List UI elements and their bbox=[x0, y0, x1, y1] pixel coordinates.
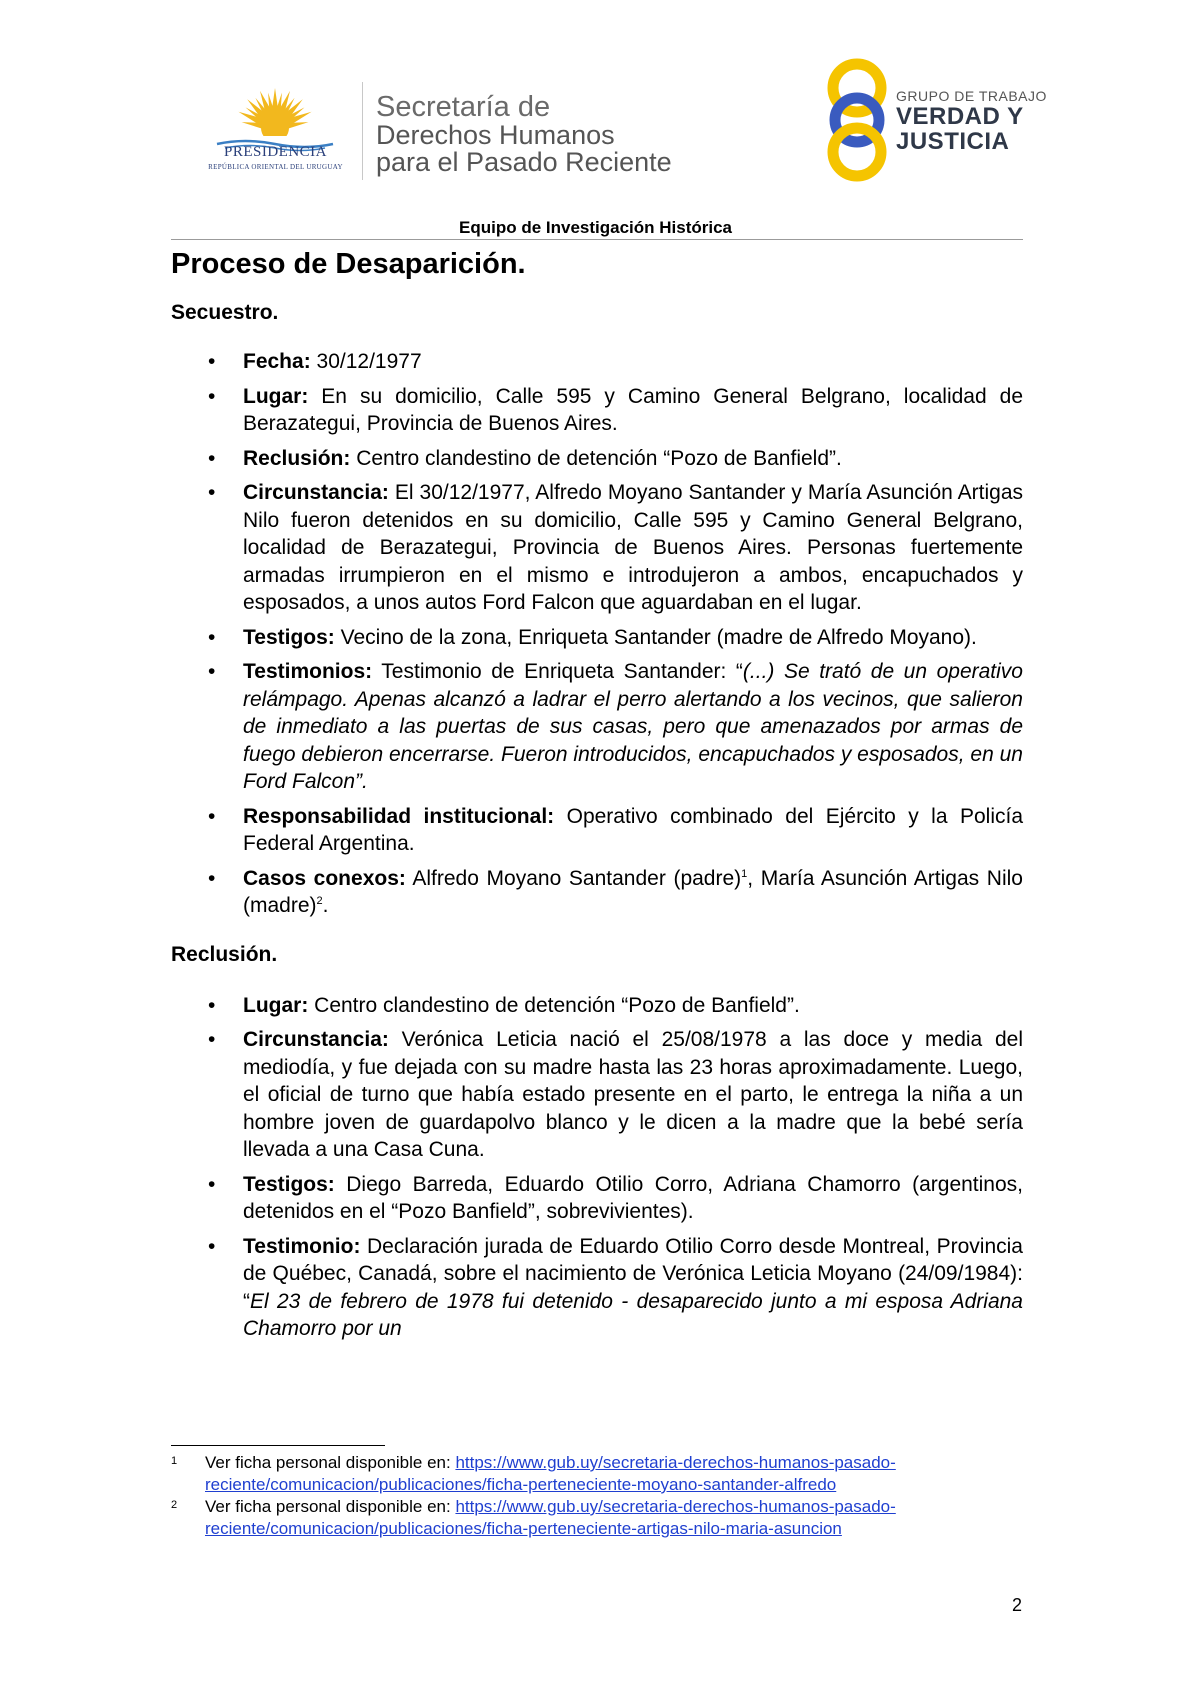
reclusion-list bbox=[171, 992, 1023, 1343]
reclusion-label: Reclusión: bbox=[243, 446, 351, 470]
list-item-circunstancia bbox=[171, 479, 1023, 617]
footnote-separator bbox=[171, 1445, 385, 1446]
page-number: 2 bbox=[1011, 1595, 1022, 1615]
footnote-number: 1 bbox=[171, 1455, 178, 1467]
section-heading-reclusion: Reclusión. bbox=[171, 942, 278, 966]
page-title: Proceso de Desaparición. bbox=[171, 248, 526, 280]
gtvj-line3: JUSTICIA bbox=[896, 128, 1010, 155]
testimonios-value: Testimonio de Enriqueta Santander: “ bbox=[372, 660, 743, 683]
footnote-number: 2 bbox=[171, 1499, 178, 1511]
list-item-reclusion bbox=[171, 445, 1023, 473]
footnote-text: Ver ficha personal disponible en: bbox=[205, 1453, 456, 1472]
list-item-casos-conexos bbox=[171, 865, 1023, 920]
secretaria-logo-text bbox=[376, 92, 672, 176]
logo-divider bbox=[362, 82, 363, 180]
list-item-lugar-reclusion bbox=[171, 992, 1023, 1020]
verdad-justicia-rings-logo bbox=[820, 58, 895, 182]
list-item-responsabilidad bbox=[171, 803, 1023, 858]
testimonio-quote: El 23 de febrero de 1978 fui detenido - desaparecido junto a mi esposa Adriana Chamorro por un bbox=[243, 1289, 1023, 1340]
page-header bbox=[0, 0, 1191, 237]
testimonio-label: Testimonio: bbox=[243, 1234, 361, 1258]
fecha-label: Fecha: bbox=[243, 350, 311, 373]
presidencia-name: PRESIDENCIA bbox=[223, 144, 327, 160]
testigos-reclusion-label: Testigos: bbox=[243, 1172, 335, 1196]
casos-end: . bbox=[322, 894, 329, 917]
list-item-testimonios bbox=[171, 658, 1023, 796]
lugar-reclusion-value: Centro clandestino de detención “Pozo de Banfield”. bbox=[308, 993, 800, 1017]
circunstancia-label: Circunstancia: bbox=[243, 481, 389, 504]
fecha-value: 30/12/1977 bbox=[310, 350, 422, 373]
verdad-justicia-text bbox=[896, 88, 1047, 154]
secretaria-line3: para el Pasado Reciente bbox=[376, 147, 672, 177]
gtvj-line1: GRUPO DE TRABAJO bbox=[896, 88, 1047, 104]
responsabilidad-label: Responsabilidad institucional: bbox=[243, 804, 555, 828]
footnote-ref-2[interactable]: 2 bbox=[316, 895, 323, 907]
circunstancia-value: El 30/12/1977, Alfredo Moyano Santander y María Asunción Artigas Nilo fueron detenidos en su domicilio, Calle 595 y Camino General Belgrano, localidad de Berazategui, Provincia de Buenos Aires. Personas fuertemente armadas irrumpieron en el mismo e introdujeron a ambos, encapuchados y esposados, a unos autos Ford Falcon que aguardaban en el lugar. bbox=[243, 481, 1023, 614]
casos-part2: , María Asunción Artigas Nilo (madre) bbox=[243, 866, 1023, 917]
responsabilidad-value: Operativo combinado del Ejército y la Policía Federal Argentina. bbox=[243, 804, 1024, 855]
casos-label: Casos conexos: bbox=[243, 866, 406, 890]
circunstancia-reclusion-value: Verónica Leticia nació el 25/08/1978 a las doce y media del mediodía, y fue dejada con su madre hasta las 23 horas aproximadamente. Luego, el oficial de turno que había estado presente en el parto, le entrega la niña a un hombre joven de guardapolvo blanco y le dicen a la madre que la bebé sería llevada a una Casa Cuna. bbox=[243, 1028, 1023, 1161]
list-item-testigos bbox=[171, 624, 1023, 652]
footnote-text: Ver ficha personal disponible en: bbox=[205, 1497, 456, 1516]
footnote-1 bbox=[171, 1452, 1023, 1496]
section-heading-secuestro: Secuestro. bbox=[171, 301, 279, 324]
secuestro-list bbox=[171, 348, 1023, 920]
gtvj-line2: VERDAD Y bbox=[896, 103, 1024, 130]
team-line: Equipo de Investigación Histórica bbox=[459, 218, 732, 237]
secretaria-line1: Secretaría de bbox=[376, 91, 551, 123]
list-item-fecha bbox=[171, 348, 1023, 376]
list-item-testigos-reclusion bbox=[171, 1171, 1023, 1226]
footnote-link[interactable]: https://www.gub.uy/secretaria-derechos-humanos-pasado-reciente/comunicacion/publicaciones/ficha-perteneciente-artigas-nilo-maria-asuncion bbox=[205, 1497, 896, 1538]
lugar-label: Lugar: bbox=[243, 384, 309, 408]
footnote-link[interactable]: https://www.gub.uy/secretaria-derechos-humanos-pasado-reciente/comunicacion/publicaciones/ficha-perteneciente-moyano-santander-alfredo bbox=[205, 1453, 896, 1494]
footnotes bbox=[171, 1452, 1023, 1540]
secretaria-line2: Derechos Humanos bbox=[376, 120, 615, 150]
testimonios-label: Testimonios: bbox=[243, 660, 373, 683]
reclusion-value: Centro clandestino de detención “Pozo de Banfield”. bbox=[350, 446, 842, 470]
list-item-circunstancia-reclusion bbox=[171, 1026, 1023, 1164]
testigos-label: Testigos: bbox=[243, 625, 335, 649]
list-item-lugar bbox=[171, 383, 1023, 438]
testigos-value: Vecino de la zona, Enriqueta Santander (madre de Alfredo Moyano). bbox=[334, 625, 977, 649]
testigos-reclusion-value: Diego Barreda, Eduardo Otilio Corro, Adriana Chamorro (argentinos, detenidos en el “Pozo Banfield”, sobrevivientes). bbox=[243, 1172, 1023, 1223]
lugar-reclusion-label: Lugar: bbox=[243, 993, 309, 1017]
testimonio-value: Declaración jurada de Eduardo Otilio Corro desde Montreal, Provincia de Québec, Canadá, sobre el nacimiento de Verónica Leticia Moyano (24/09/1984): “ bbox=[243, 1234, 1023, 1313]
footnote-2 bbox=[171, 1496, 1023, 1540]
footnote-ref-1[interactable]: 1 bbox=[741, 867, 748, 880]
testimonios-quote: (...) Se trató de un operativo relámpago. Apenas alcanzó a ladrar el perro alertando a los vecinos, que salieron de inmediato a las puertas de sus casas, pero que amenazados por armas de fuego debieron encerrarse. Fueron introducidos, encapuchados y esposados, en un Ford Falcon”. bbox=[243, 660, 1023, 793]
lugar-value: En su domicilio, Calle 595 y Camino General Belgrano, localidad de Berazategui, Provincia de Buenos Aires. bbox=[243, 384, 1023, 435]
list-item-testimonio bbox=[171, 1233, 1023, 1343]
circunstancia-reclusion-label: Circunstancia: bbox=[243, 1028, 389, 1051]
document-body bbox=[171, 240, 1023, 1343]
casos-part1: Alfredo Moyano Santander (padre) bbox=[405, 866, 742, 890]
presidencia-subtitle: REPÚBLICA ORIENTAL DEL URUGUAY bbox=[208, 163, 343, 171]
